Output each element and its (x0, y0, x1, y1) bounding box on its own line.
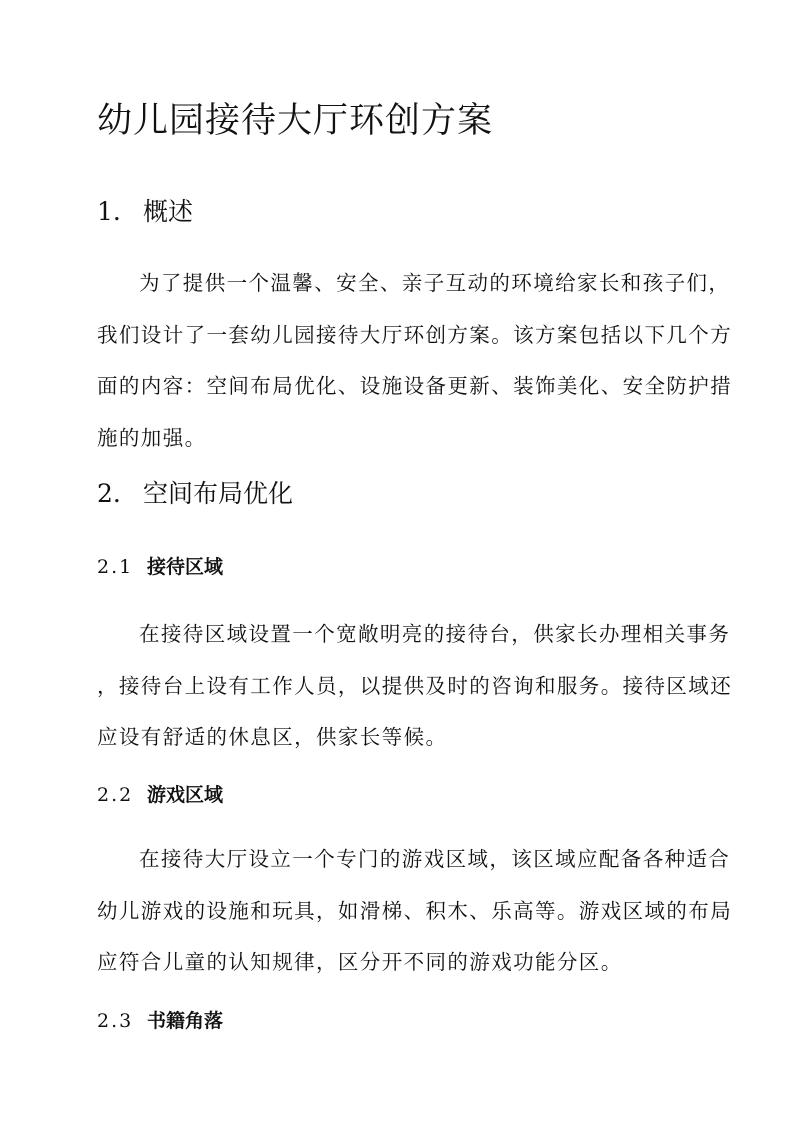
paragraph-line: 面的内容：空间布局优化、设施设备更新、装饰美化、安全防护措 (97, 374, 733, 398)
paragraph-line: ，接待台上设有工作人员，以提供及时的咨询和服务。接待区域还 (97, 673, 733, 698)
paragraph-line: 在接待区域设置一个宽敞明亮的接待台，供家长办理相关事务 (139, 622, 731, 646)
overview-paragraph (97, 258, 733, 464)
paragraph-line: 我们设计了一套幼儿园接待大厅环创方案。该方案包括以下几个方 (97, 322, 733, 347)
paragraph-line: 施的加强。 (97, 425, 207, 450)
section-number: 2. (97, 479, 121, 508)
subsection-title: 书籍角落 (147, 1010, 224, 1032)
subsection-heading-books (97, 1007, 223, 1035)
subsection-title: 游戏区域 (147, 784, 224, 806)
subsection-title: 接待区域 (147, 556, 224, 578)
subsection-heading-play (97, 781, 223, 809)
section-number: 1. (97, 197, 121, 226)
subsection-heading-reception (97, 553, 223, 581)
paragraph-line: 在接待大厅设立一个专门的游戏区域，该区域应配备各种适合 (139, 847, 731, 871)
reception-paragraph (97, 609, 733, 764)
paragraph-line: 为了提供一个温馨、安全、亲子互动的环境给家长和孩子们， (139, 271, 731, 295)
section-title: 空间布局优化 (143, 479, 294, 508)
play-paragraph (97, 834, 733, 989)
paragraph-line: 幼儿游戏的设施和玩具，如滑梯、积木、乐高等。游戏区域的布局 (97, 898, 733, 923)
section-heading-layout (97, 476, 293, 512)
subsection-number: 2.3 (97, 1010, 134, 1032)
section-title: 概述 (143, 197, 194, 226)
section-heading-overview (97, 194, 193, 230)
document-title: 幼儿园接待大厅环创方案 (97, 101, 494, 141)
subsection-number: 2.1 (97, 556, 134, 578)
subsection-number: 2.2 (97, 784, 134, 806)
paragraph-line: 应符合儿童的认知规律，区分开不同的游戏功能分区。 (97, 950, 623, 974)
paragraph-line: 应设有舒适的休息区，供家长等候。 (97, 725, 448, 749)
